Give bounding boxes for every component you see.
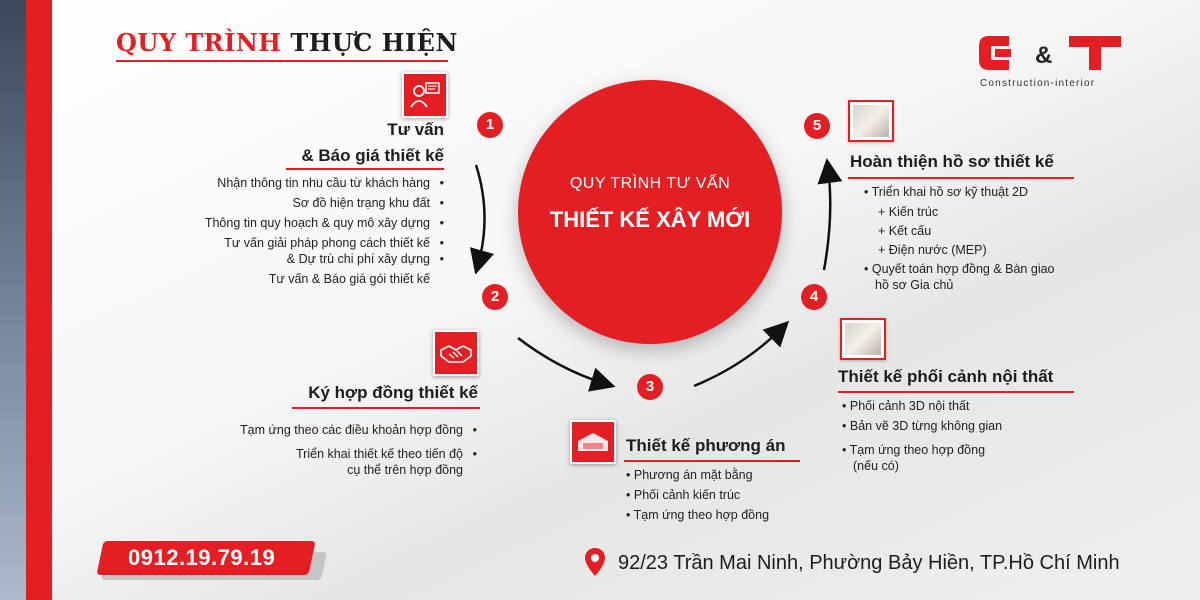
step-number-1: 1: [477, 112, 503, 138]
step-5-underline: [848, 177, 1074, 179]
step-2-underline: [292, 407, 480, 409]
step-1-title-line1: Tư vấn: [387, 120, 444, 139]
step-number-3: 3: [637, 374, 663, 400]
step-4-item: (nếu có): [853, 459, 899, 473]
step-3-underline: [624, 460, 800, 462]
logo-tagline: Construction-interior: [980, 78, 1096, 89]
step-1-item: Sơ đồ hiện trạng khu đất •: [293, 195, 430, 211]
phone-number[interactable]: 0912.19.79.19: [128, 545, 276, 570]
address-text: 92/23 Trần Mai Ninh, Phường Bảy Hiền, TP.Hồ Chí Minh: [618, 552, 1120, 574]
handshake-icon: [433, 330, 479, 376]
step-1-item: Tư vấn giải pháp phong cách thiết kế •: [224, 235, 430, 251]
step-5-item: + Kết cấu: [878, 224, 932, 238]
center-subtitle: QUY TRÌNH TƯ VẤN: [569, 175, 731, 192]
step-2-item: cụ thể trên hợp đồng: [347, 463, 463, 477]
step-4-item: • Phối cảnh 3D nội thất: [842, 399, 970, 413]
step-number-4: 4: [801, 284, 827, 310]
step-4-title: Thiết kế phối cảnh nội thất: [838, 367, 1054, 386]
page-title-part2: THỰC HIỆN: [290, 28, 458, 57]
consultant-icon: [402, 72, 448, 118]
step-1-underline: [286, 168, 444, 170]
house-model-icon: [570, 420, 616, 464]
step-3-item: • Tạm ứng theo hợp đồng: [626, 508, 770, 522]
step-4-item: • Tạm ứng theo hợp đồng: [842, 443, 986, 457]
step-4-item: • Bản vẽ 3D từng không gian: [842, 419, 1003, 433]
step-1-title-line2: & Báo giá thiết kế: [301, 146, 444, 165]
step-1-item: Thông tin quy hoạch & quy mô xây dựng •: [205, 215, 430, 231]
step-5-item: hồ sơ Gia chủ: [875, 278, 954, 292]
step-number-2: 2: [482, 284, 508, 310]
step-1-item: Nhận thông tin nhu cầu từ khách hàng •: [217, 175, 430, 191]
location-pin-icon: [584, 547, 606, 577]
center-title: THIẾT KẾ XÂY MỚI: [549, 207, 751, 232]
step-2-item: Tạm ứng theo các điều khoản hợp đồng •: [240, 422, 463, 438]
step-3-item: • Phương án mặt bằng: [626, 468, 753, 482]
step-3-item: • Phối cảnh kiến trúc: [626, 488, 741, 502]
step-2-title: Ký hợp đồng thiết kế: [308, 383, 478, 402]
page-title-part1: QUY TRÌNH: [116, 28, 282, 57]
step-5-title: Hoàn thiện hồ sơ thiết kế: [850, 152, 1054, 171]
step-4-underline: [838, 391, 1074, 393]
step-5-item: • Quyết toán hợp đồng & Bàn giao: [864, 262, 1055, 276]
step-5-item: + Điện nước (MEP): [878, 243, 987, 257]
step-5-item: + Kiến trúc: [878, 205, 939, 219]
step-1-item: Tư vấn & Báo giá gói thiết kế: [268, 272, 430, 286]
step-3-title: Thiết kế phương án: [626, 436, 786, 455]
step-5-item: • Triển khai hồ sơ kỹ thuật 2D: [864, 185, 1029, 199]
step-number-5: 5: [804, 113, 830, 139]
step-2-item: Triển khai thiết kế theo tiến độ •: [296, 446, 463, 462]
svg-text:&: &: [1035, 42, 1053, 69]
interior-render-icon: [840, 318, 886, 360]
step-1-item: & Dự trù chi phí xây dựng •: [287, 251, 430, 267]
blueprint-render-icon: [848, 100, 894, 142]
